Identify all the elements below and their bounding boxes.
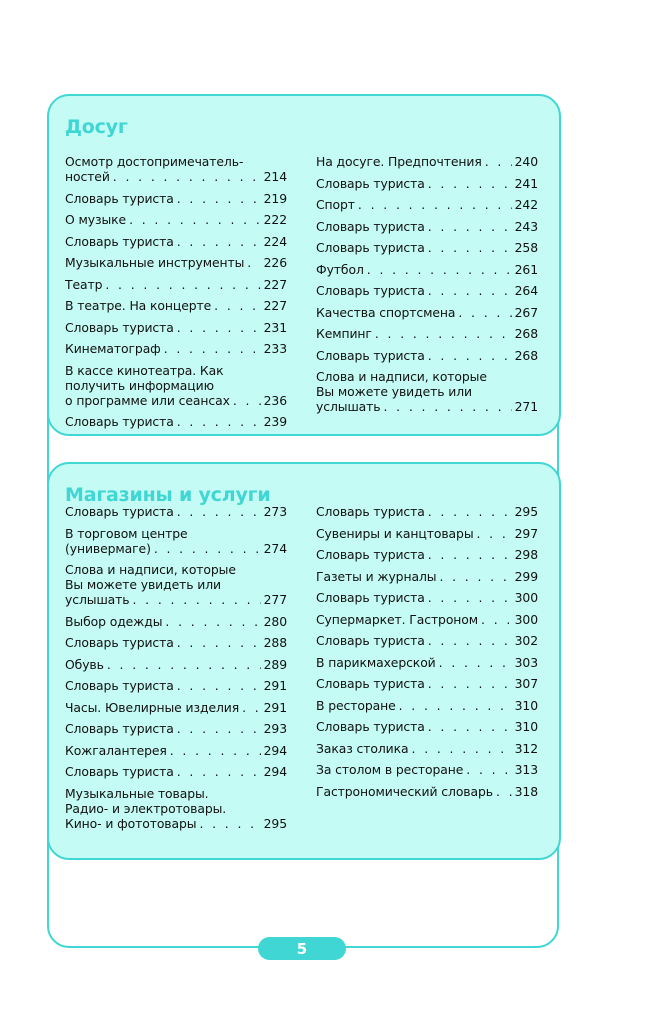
toc-entry-title: Театр (65, 276, 103, 292)
toc-entry-line (316, 590, 538, 605)
toc-entry-line (65, 414, 287, 429)
toc-entry-line (65, 657, 287, 672)
toc-entry-title: Футбол (316, 261, 364, 277)
toc-page-number: 298 (514, 547, 538, 562)
toc-entry[interactable] (316, 348, 538, 363)
dot-leader (384, 399, 512, 414)
toc-entry-title: Сувениры и канцтовары (316, 525, 474, 541)
page-number-badge: 5 (258, 937, 346, 960)
toc-entry[interactable] (65, 526, 287, 556)
toc-entry-title: Гастрономический словарь (316, 783, 493, 799)
section-title-shops-services: Магазины и услуги (65, 484, 271, 506)
toc-entry[interactable] (316, 305, 538, 320)
toc-entry[interactable] (65, 212, 287, 227)
toc-entry-line (316, 197, 538, 212)
toc-entry-line (65, 721, 287, 736)
toc-page-number: 293 (263, 721, 287, 736)
toc-entry-title-line: В кассе кинотеатра. Как (65, 362, 224, 378)
dot-leader (428, 676, 512, 691)
dot-leader (428, 219, 512, 234)
toc-page-number: 224 (263, 233, 287, 249)
toc-entry[interactable] (316, 655, 538, 670)
dot-leader (177, 678, 261, 693)
toc-entry[interactable] (65, 657, 287, 672)
toc-entry-title: Словарь туриста (316, 283, 425, 298)
toc-entry-line (316, 655, 538, 670)
toc-entry-line (316, 612, 538, 627)
toc-entry[interactable] (316, 326, 538, 341)
toc-entry-title: Словарь туриста (65, 678, 174, 693)
toc-entry-title: Словарь туриста (316, 218, 425, 234)
dot-leader (481, 612, 512, 627)
dot-leader (428, 348, 512, 363)
toc-entry[interactable] (316, 569, 538, 584)
toc-entry-line (316, 762, 538, 777)
toc-entry-line (316, 569, 538, 584)
toc-page-number: 264 (514, 283, 538, 298)
toc-page-number: 274 (263, 540, 287, 556)
dot-leader (428, 283, 512, 298)
toc-entry[interactable] (65, 614, 287, 629)
toc-page-number: 222 (263, 212, 287, 227)
toc-entry[interactable] (316, 197, 538, 212)
toc-entry[interactable] (316, 612, 538, 627)
dot-leader (133, 592, 261, 607)
toc-entry[interactable] (65, 786, 287, 831)
dot-leader (233, 393, 261, 408)
toc-page-number: 268 (514, 326, 538, 341)
toc-entry[interactable] (316, 219, 538, 234)
dot-leader (367, 262, 512, 277)
toc-entry[interactable] (65, 320, 287, 335)
toc-entry-title: Словарь туриста (65, 504, 174, 519)
toc-entry[interactable] (316, 762, 538, 777)
toc-page-number: 258 (514, 240, 538, 255)
toc-entry-line (316, 526, 538, 541)
toc-entry-line (316, 326, 538, 341)
toc-entry-line (65, 614, 287, 629)
toc-entry-line (316, 154, 538, 169)
toc-entry-title-line: Музыкальные товары. (65, 785, 209, 801)
toc-entry-title: Часы. Ювелирные изделия (65, 699, 240, 715)
toc-entry-title: Словарь туриста (316, 175, 425, 191)
toc-page-number: 307 (514, 676, 538, 691)
dot-leader (129, 212, 261, 227)
toc-entry-title: Выбор одежды (65, 613, 163, 629)
dot-leader (428, 176, 512, 191)
toc-page-number: 243 (514, 218, 538, 234)
dot-leader (428, 240, 512, 255)
toc-page-number: 267 (514, 304, 538, 320)
toc-page-number: 318 (514, 783, 538, 799)
toc-entry-title: услышать (65, 592, 130, 607)
toc-entry-line (316, 698, 538, 713)
toc-entry-title: Музыкальные инструменты (65, 255, 245, 270)
dot-leader (177, 504, 261, 519)
toc-entry-title: (универмаге) (65, 540, 151, 556)
toc-column-left (65, 504, 287, 837)
dot-leader (496, 784, 512, 799)
dot-leader (428, 547, 512, 562)
toc-entry-title: Супермаркет. Гастроном (316, 611, 479, 627)
toc-entry[interactable] (65, 504, 287, 519)
dot-leader (105, 277, 260, 292)
toc-entry[interactable] (65, 635, 287, 650)
toc-entry-line (65, 816, 287, 831)
toc-entry[interactable] (316, 369, 538, 414)
toc-page-number: 214 (263, 169, 287, 184)
toc-page-number: 227 (263, 276, 287, 292)
toc-entry[interactable] (65, 721, 287, 736)
toc-entry-line (65, 341, 287, 356)
toc-entry-line (316, 784, 538, 799)
dot-leader (375, 326, 512, 341)
toc-entry-title: За столом в ресторане (316, 762, 464, 777)
toc-entry-title: Словарь туриста (65, 233, 174, 249)
dot-leader (107, 657, 261, 672)
toc-entry-line (65, 764, 287, 779)
toc-entry-line (316, 504, 538, 519)
toc-page-number: 288 (263, 635, 287, 650)
toc-entry-line (65, 504, 287, 519)
dot-leader (154, 541, 261, 556)
toc-entry-title: Кожгалантерея (65, 742, 167, 758)
toc-page-number: 313 (514, 762, 538, 777)
toc-entry[interactable] (316, 283, 538, 298)
dot-leader (177, 320, 261, 335)
toc-entry-line (65, 234, 287, 249)
dot-leader (177, 414, 261, 429)
dot-leader (199, 816, 260, 831)
toc-entry-title: услышать (316, 399, 381, 414)
toc-page-number: 297 (514, 525, 538, 541)
dot-leader (177, 191, 261, 206)
toc-entry-title: Заказ столика (316, 740, 409, 756)
toc-entry-line (65, 700, 287, 715)
dot-leader (485, 154, 512, 169)
toc-entry-title: Кино- и фототовары (65, 815, 197, 831)
toc-page-number: 277 (263, 592, 287, 607)
toc-entry[interactable] (316, 676, 538, 691)
dot-leader (399, 698, 512, 713)
toc-page-number: 227 (263, 298, 287, 313)
toc-entry[interactable] (316, 504, 538, 519)
toc-entry-title: Спорт (316, 197, 355, 212)
toc-entry-title: В театре. На концерте (65, 298, 212, 313)
toc-entry[interactable] (316, 719, 538, 734)
toc-page-number: 280 (263, 613, 287, 629)
dot-leader (214, 298, 261, 313)
dot-leader (439, 655, 512, 670)
toc-entry[interactable] (65, 678, 287, 693)
toc-entry-title: ностей (65, 169, 110, 184)
toc-entry-title: Словарь туриста (316, 590, 425, 605)
toc-page-number: 295 (263, 815, 287, 831)
toc-entry-title: Обувь (65, 656, 104, 672)
toc-page-number: 261 (514, 261, 538, 277)
toc-entry-line (65, 743, 287, 758)
toc-entry[interactable] (316, 240, 538, 255)
toc-entry[interactable] (316, 633, 538, 648)
toc-entry-line (316, 283, 538, 298)
toc-entry-title-line: получить информацию (65, 377, 214, 393)
toc-entry[interactable] (316, 741, 538, 756)
toc-entry[interactable] (316, 547, 538, 562)
toc-entry[interactable] (65, 154, 287, 184)
toc-entry-line (65, 212, 287, 227)
toc-entry-title: В ресторане (316, 697, 396, 713)
toc-entry-title-line: Вы можете увидеть или (65, 577, 221, 592)
toc-entry[interactable] (316, 526, 538, 541)
toc-page-number: 310 (514, 719, 538, 734)
toc-entry-line (65, 320, 287, 335)
toc-page-number: 241 (514, 175, 538, 191)
toc-column-right (316, 504, 538, 805)
toc-entry[interactable] (65, 277, 287, 292)
dot-leader (477, 526, 512, 541)
toc-entry[interactable] (65, 414, 287, 429)
toc-entry-title: Словарь туриста (316, 719, 425, 734)
toc-entry[interactable] (65, 764, 287, 779)
toc-entry[interactable] (316, 784, 538, 799)
toc-page-number: 291 (263, 678, 287, 693)
toc-entry-line (316, 676, 538, 691)
toc-entry-title: Словарь туриста (65, 764, 174, 779)
toc-entry-line (65, 277, 287, 292)
dot-leader (177, 764, 261, 779)
toc-entry-line (316, 348, 538, 363)
toc-entry-line (65, 255, 287, 270)
toc-entry[interactable] (65, 743, 287, 758)
toc-entry-line (316, 305, 538, 320)
dot-leader (242, 700, 261, 715)
toc-entry-title-line: Слова и надписи, которые (65, 562, 236, 577)
dot-leader (428, 504, 512, 519)
toc-entry-title-line: Осмотр достопримечатель- (65, 154, 244, 169)
toc-page-number: 240 (514, 154, 538, 169)
dot-leader (113, 169, 261, 184)
toc-page-number: 302 (514, 633, 538, 648)
toc-page-number: 300 (514, 590, 538, 605)
toc-entry-title: Словарь туриста (65, 721, 174, 736)
toc-page-number: 231 (263, 319, 287, 335)
toc-entry-line (316, 176, 538, 191)
toc-entry-line (65, 635, 287, 650)
toc-entry-title: Качества спортсмена (316, 304, 456, 320)
dot-leader (428, 719, 512, 734)
toc-column-left (65, 154, 287, 436)
dot-leader (458, 305, 511, 320)
dot-leader (428, 590, 512, 605)
toc-entry-title: Словарь туриста (65, 414, 174, 429)
dot-leader (177, 635, 261, 650)
toc-entry-title: Словарь туриста (65, 319, 174, 335)
dot-leader (247, 255, 260, 270)
toc-entry-title: Кемпинг (316, 326, 372, 341)
toc-page-number: 226 (263, 255, 287, 270)
dot-leader (165, 614, 260, 629)
toc-entry-title-line: В торговом центре (65, 525, 188, 541)
toc-entry[interactable] (65, 562, 287, 607)
toc-entry[interactable] (65, 255, 287, 270)
toc-entry-title: Словарь туриста (316, 504, 425, 519)
toc-entry-line (316, 240, 538, 255)
toc-entry-line (65, 298, 287, 313)
toc-entry-title: На досуге. Предпочтения (316, 154, 482, 169)
toc-entry-line (316, 547, 538, 562)
toc-entry[interactable] (316, 590, 538, 605)
dot-leader (428, 633, 512, 648)
toc-entry-title: Словарь туриста (316, 347, 425, 363)
toc-page-number: 219 (263, 190, 287, 206)
section-shops-services (47, 462, 561, 860)
toc-entry-line (316, 719, 538, 734)
toc-entry[interactable] (65, 700, 287, 715)
toc-page-number: 310 (514, 697, 538, 713)
toc-entry[interactable] (316, 154, 538, 169)
toc-page-number: 300 (514, 611, 538, 627)
dot-leader (412, 741, 512, 756)
toc-entry-line (316, 262, 538, 277)
toc-entry-title: О музыке (65, 212, 127, 227)
dot-leader (177, 721, 261, 736)
toc-entry-title: Словарь туриста (316, 676, 425, 691)
dot-leader (466, 762, 511, 777)
toc-entry-title: Словарь туриста (65, 635, 174, 650)
dot-leader (170, 743, 261, 758)
toc-entry-title-line: Слова и надписи, которые (316, 369, 487, 384)
dot-leader (177, 234, 261, 249)
toc-entry-line (316, 741, 538, 756)
toc-entry-title: Газеты и журналы (316, 568, 437, 584)
toc-entry-title: Кинематограф (65, 341, 161, 356)
section-title-dosug: Досуг (65, 116, 128, 138)
dot-leader (164, 341, 261, 356)
toc-column-right (316, 154, 538, 421)
toc-entry-line (316, 633, 538, 648)
toc-entry-line (65, 678, 287, 693)
toc-entry-title: Словарь туриста (316, 633, 425, 648)
toc-page-number: 233 (263, 341, 287, 356)
section-dosug (47, 94, 561, 436)
toc-page-number: 271 (514, 399, 538, 414)
toc-page-number: 291 (263, 699, 287, 715)
toc-entry-line (65, 393, 287, 408)
toc-page-number: 273 (263, 504, 287, 519)
toc-page-number: 268 (514, 347, 538, 363)
toc-entry[interactable] (65, 191, 287, 206)
toc-entry-title-line: Вы можете увидеть или (316, 384, 472, 399)
toc-entry-title: В парикмахерской (316, 654, 436, 670)
toc-entry[interactable] (65, 234, 287, 249)
toc-page-number: 312 (514, 740, 538, 756)
toc-entry-title: о программе или сеансах (65, 392, 230, 408)
toc-page-number: 236 (263, 392, 287, 408)
toc-entry-line (316, 399, 538, 414)
toc-page-number: 294 (263, 742, 287, 758)
toc-page-number: 289 (263, 656, 287, 672)
toc-entry[interactable] (65, 341, 287, 356)
dot-leader (439, 569, 511, 584)
toc-entry-line (65, 191, 287, 206)
toc-entry-line (65, 592, 287, 607)
toc-entry[interactable] (316, 698, 538, 713)
toc-page-number: 299 (514, 568, 538, 584)
toc-entry-title-line: Радио- и электротовары. (65, 800, 227, 816)
toc-entry[interactable] (65, 298, 287, 313)
toc-entry-title: Словарь туриста (316, 240, 425, 255)
toc-page-number: 295 (514, 504, 538, 519)
toc-entry-line (65, 541, 287, 556)
toc-entry-title: Словарь туриста (316, 547, 425, 562)
toc-entry-line (316, 219, 538, 234)
dot-leader (358, 197, 512, 212)
toc-entry-line (65, 169, 287, 184)
toc-entry[interactable] (65, 363, 287, 408)
toc-entry[interactable] (316, 176, 538, 191)
toc-page-number: 242 (514, 197, 538, 212)
toc-entry[interactable] (316, 262, 538, 277)
toc-page-number: 294 (263, 764, 287, 779)
toc-page-number: 303 (514, 654, 538, 670)
toc-page-number: 239 (263, 414, 287, 429)
toc-entry-title: Словарь туриста (65, 190, 174, 206)
